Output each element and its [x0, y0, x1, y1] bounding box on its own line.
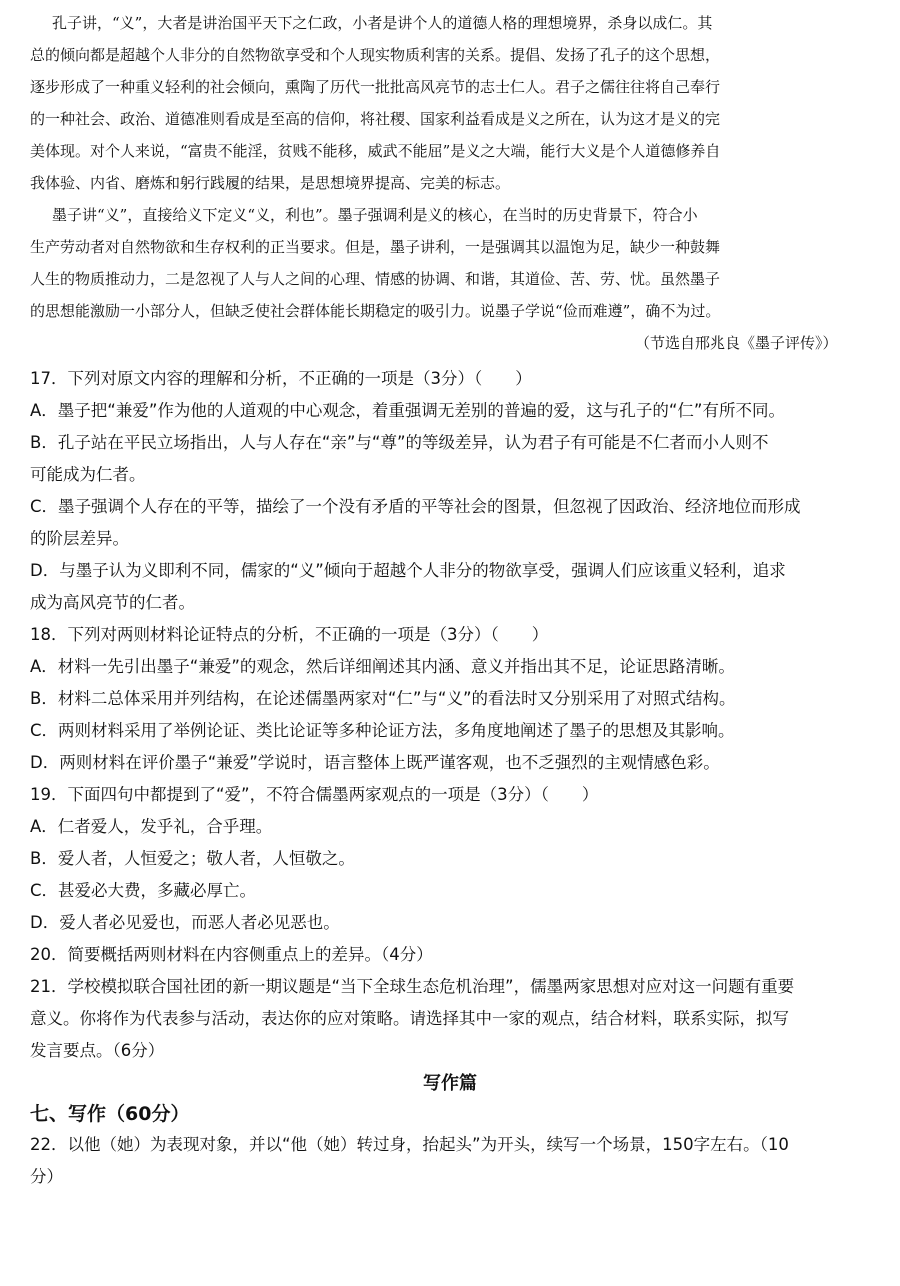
passage-para2-line-4: 的思想能激励一小部分人，但缺乏使社会群体能长期稳定的吸引力。说墨子学说“俭而难遵”，确不为过。 [30, 302, 721, 320]
passage-para1-line-5: 美体现。对个人来说，“富贵不能淫，贫贱不能移，威武不能屈”是义之大端，能行大义是个人道德修养自 [30, 142, 721, 160]
q17-stem: 17．下列对原文内容的理解和分析，不正确的一项是（3分）（ ） [30, 369, 532, 388]
q21-line-3: 发言要点。（6分） [30, 1041, 165, 1060]
q18-option-c: C．两则材料采用了举例论证、类比论证等多种论证方法，多角度地阐述了墨子的思想及其影响。 [30, 721, 735, 740]
q18-option-b: B．材料二总体采用并列结构，在论述儒墨两家对“仁”与“义”的看法时又分别采用了对照式结构。 [30, 689, 736, 708]
q20-stem: 20．简要概括两则材料在内容侧重点上的差异。（4分） [30, 945, 433, 964]
passage-para2-line-3: 人生的物质推动力，二是忽视了人与人之间的心理、情感的协调、和谐，其道俭、苦、劳、忧。虽然墨子 [30, 270, 721, 288]
passage-para1-line-1: 孔子讲，“义”，大者是讲治国平天下之仁政，小者是讲个人的道德人格的理想境界，杀身以成仁。其 [52, 14, 713, 32]
passage-para1-line-2: 总的倾向都是超越个人非分的自然物欲享受和个人现实物质利害的关系。提倡、发扬了孔子的这个思想， [30, 46, 721, 64]
passage-para1-line-4: 的一种社会、政治、道德准则看成是至高的信仰，将社稷、国家利益看成是义之所在，认为这才是义的完 [30, 110, 721, 128]
passage-para1-line-6: 我体验、内省、磨炼和躬行践履的结果，是思想境界提高、完美的标志。 [30, 174, 511, 192]
q19-option-d: D．爱人者必见爱也，而恶人者必见恶也。 [30, 913, 340, 932]
q22-line-1: 22．以他（她）为表现对象，并以“他（她）转过身，抬起头”为开头，续写一个场景，150字左右。（10 [30, 1135, 789, 1154]
q17-option-c-line-2: 的阶层差异。 [30, 529, 129, 548]
q17-option-c-line-1: C．墨子强调个人存在的平等，描绘了一个没有矛盾的平等社会的图景，但忽视了因政治、经济地位而形成 [30, 497, 801, 516]
q18-option-a: A．材料一先引出墨子“兼爱”的观念，然后详细阐述其内涵、意义并指出其不足，论证思路清晰。 [30, 657, 735, 676]
writing-heading: 七、写作（60分） [30, 1103, 190, 1125]
q22-line-2: 分） [30, 1167, 63, 1186]
q19-option-b: B．爱人者，人恒爱之；敬人者，人恒敬之。 [30, 849, 355, 868]
q18-stem: 18．下列对两则材料论证特点的分析，不正确的一项是（3分）（ ） [30, 625, 549, 644]
q21-line-2: 意义。你将作为代表参与活动，表达你的应对策略。请选择其中一家的观点，结合材料，联系实际，拟写 [30, 1009, 789, 1028]
q17-option-b-line-1: B．孔子站在平民立场指出，人与人存在“亲”与“尊”的等级差异，认为君子有可能是不仁者而小人则不 [30, 433, 769, 452]
q19-option-a: A．仁者爱人，发乎礼，合乎理。 [30, 817, 273, 836]
q17-option-d-line-1: D．与墨子认为义即利不同，儒家的“义”倾向于超越个人非分的物欲享受，强调人们应该重义轻利，追求 [30, 561, 786, 580]
passage-para2-line-1: 墨子讲“义”，直接给义下定义“义，利也”。墨子强调利是义的核心，在当时的历史背景下，符合小 [52, 206, 698, 224]
q17-option-b-line-2: 可能成为仁者。 [30, 465, 146, 484]
q19-option-c: C．甚爱必大费，多藏必厚亡。 [30, 881, 257, 900]
q17-option-a: A．墨子把“兼爱”作为他的人道观的中心观念，着重强调无差别的普遍的爱，这与孔子的“仁”有所不同。 [30, 401, 785, 420]
passage-source: （节选自邢兆良《墨子评传》） [635, 334, 838, 352]
q17-option-d-line-2: 成为高风亮节的仁者。 [30, 593, 195, 612]
q19-stem: 19．下面四句中都提到了“爱”，不符合儒墨两家观点的一项是（3分）（ ） [30, 785, 599, 804]
q18-option-d: D．两则材料在评价墨子“兼爱”学说时，语言整体上既严谨客观，也不乏强烈的主观情感色彩。 [30, 753, 720, 772]
passage-para1-line-3: 逐步形成了一种重义轻利的社会倾向，熏陶了历代一批批高风亮节的志士仁人。君子之儒往往将自己奉行 [30, 78, 721, 96]
passage-para2-line-2: 生产劳动者对自然物欲和生存权利的正当要求。但是，墨子讲利，一是强调其以温饱为足，缺少一种鼓舞 [30, 238, 721, 256]
writing-section-title: 写作篇 [423, 1073, 477, 1094]
q21-line-1: 21．学校模拟联合国社团的新一期议题是“当下全球生态危机治理”，儒墨两家思想对应对这一问题有重要 [30, 977, 795, 996]
